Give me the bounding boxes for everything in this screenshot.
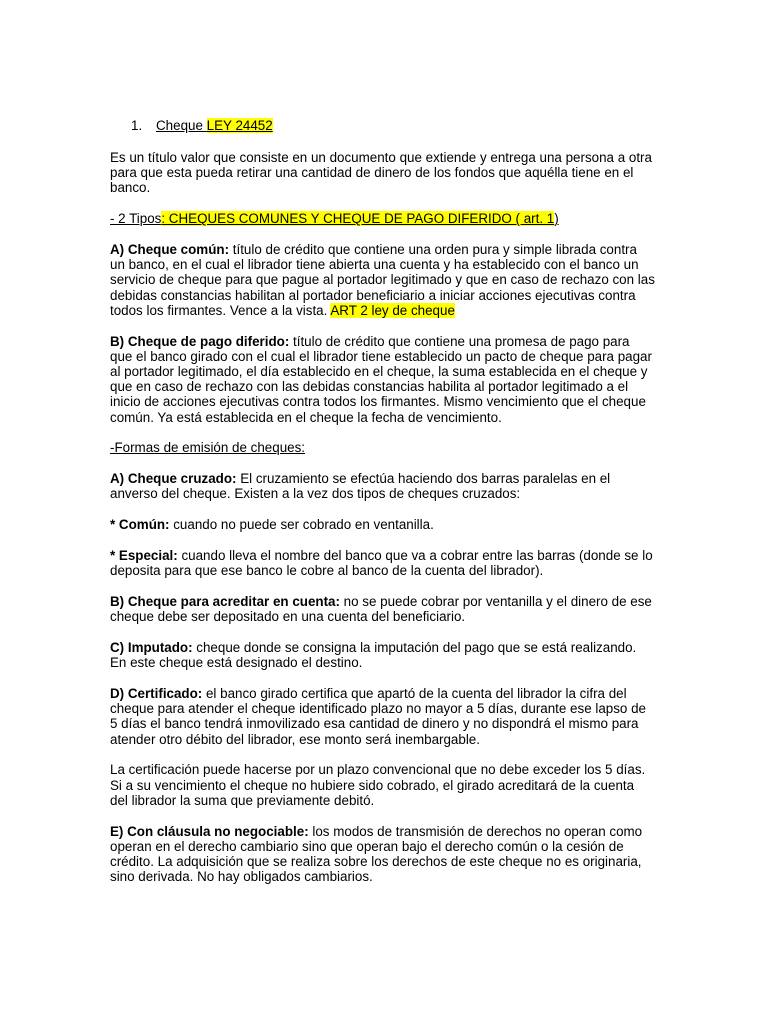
pago-diferido-text: título de crédito que contiene una promesa de pago para que el banco girado con el cual el librador tiene establecido un pacto de cheque para pagar al portador legitimado, el día establecido en el cheque, la suma establecida en el cheque y que en caso de rechazo con las debidas constancias habilita al portador legitimado a el inicio de acciones ejecutivas contra todos los firmantes. Mismo vencimiento que el cheque común. Ya está establecida en el cheque la fecha de vencimiento. xyxy=(110,333,652,425)
no-negociable-text: los modos de transmisión de derechos no operan como operan en el derecho cambiario sino que operan bajo el derecho común o la cesión de crédito. La adquisición que se realiza sobre los derechos de este cheque no es originaria, sino derivada. No hay obligados cambiarios. xyxy=(110,823,643,885)
cheque-comun-paragraph xyxy=(110,242,655,318)
cheque-comun-reference: ART 2 ley de cheque xyxy=(330,302,455,318)
certificacion-paragraph: La certificación puede hacerse por un plazo convencional que no debe exceder los 5 días. Si a su vencimiento el cheque no hubiere sido cobrado, el girado acreditará de la cuenta del librador la suma que previamente debitó. xyxy=(110,762,646,808)
formas-heading-text: -Formas de emisión de cheques: xyxy=(110,440,306,456)
cheque-comun-text: título de crédito que contiene una orden pura y simple librada contra un banco, en el cual el librador tiene abierta una cuenta y ha establecido con el banco un servicio de cheque para que pague al portador legitimado y que en caso de rechazo con las debidas constancias habilitan al portador beneficiario a iniciar acciones ejecutivas contra todos los firmantes. Vence a la vista. xyxy=(110,242,655,318)
cruzado-especial-paragraph xyxy=(110,548,655,578)
intro-paragraph: Es un título valor que consiste en un documento que extiende y entrega una persona a otra para que esta pueda retirar una cantidad de dinero de los fondos que aquélla tiene en el banco. xyxy=(110,150,652,196)
list-number: 1. xyxy=(131,118,143,133)
tipos-highlight: : CHEQUES COMUNES Y CHEQUE DE PAGO DIFERIDO ( art. 1 xyxy=(161,211,555,227)
imputado-text: cheque donde se consigna la imputación del pago que se está realizando. En este cheque está designado el destino. xyxy=(110,640,637,671)
cruzado-especial-term: * Especial: xyxy=(110,548,178,564)
cheque-cruzado-text: El cruzamiento se efectúa haciendo dos barras paralelas en el anverso del cheque. Existen a la vez dos tipos de cheques cruzados: xyxy=(110,471,611,502)
imputado-term: C) Imputado: xyxy=(110,640,193,656)
tipos-suffix: ) xyxy=(554,211,559,227)
cheque-cruzado-term: A) Cheque cruzado: xyxy=(110,471,237,487)
no-negociable-term: E) Con cláusula no negociable: xyxy=(110,823,309,839)
imputado-paragraph xyxy=(110,640,655,670)
cheque-comun-term: A) Cheque común: xyxy=(110,242,230,257)
acreditar-cuenta-text: no se puede cobrar por ventanilla y el dinero de ese cheque debe ser depositado en una cuenta del beneficiario. xyxy=(110,594,652,625)
cruzado-comun-text: cuando no puede ser cobrado en ventanilla. xyxy=(169,517,434,533)
cruzado-especial-text: cuando lleva el nombre del banco que va a cobrar entre las barras (donde se lo deposita para que ese banco le cobre al banco de la cuenta del librador). xyxy=(110,548,653,579)
heading-title xyxy=(156,118,273,133)
heading-title-text: Cheque xyxy=(156,118,203,133)
acreditar-cuenta-term: B) Cheque para acreditar en cuenta: xyxy=(110,594,340,610)
law-reference: LEY 24452 xyxy=(206,118,273,133)
no-negociable-paragraph xyxy=(110,824,655,885)
formas-heading xyxy=(110,440,655,455)
certificado-text: el banco girado certifica que apartó de la cuenta del librador la cifra del cheque para atender el cheque identificado plazo no mayor a 5 días, durante ese lapso de 5 días el banco tendrá inmovilizado esa cantidad de dinero y no dispondrá el mismo para atender otro débito del librador, ese monto será inembargable. xyxy=(110,686,646,747)
certificado-term: D) Certificado: xyxy=(110,686,203,702)
pago-diferido-paragraph xyxy=(110,334,655,425)
cruzado-comun-term: * Común: xyxy=(110,517,170,533)
tipos-line xyxy=(110,211,655,226)
pago-diferido-term: B) Cheque de pago diferido: xyxy=(110,333,290,349)
certificado-paragraph xyxy=(110,686,655,747)
cruzado-comun-paragraph xyxy=(110,517,655,532)
acreditar-cuenta-paragraph xyxy=(110,594,655,624)
section-heading xyxy=(110,118,655,134)
cheque-cruzado-paragraph xyxy=(110,471,655,501)
tipos-prefix: - 2 Tipos xyxy=(110,211,162,227)
document-body xyxy=(110,118,655,900)
